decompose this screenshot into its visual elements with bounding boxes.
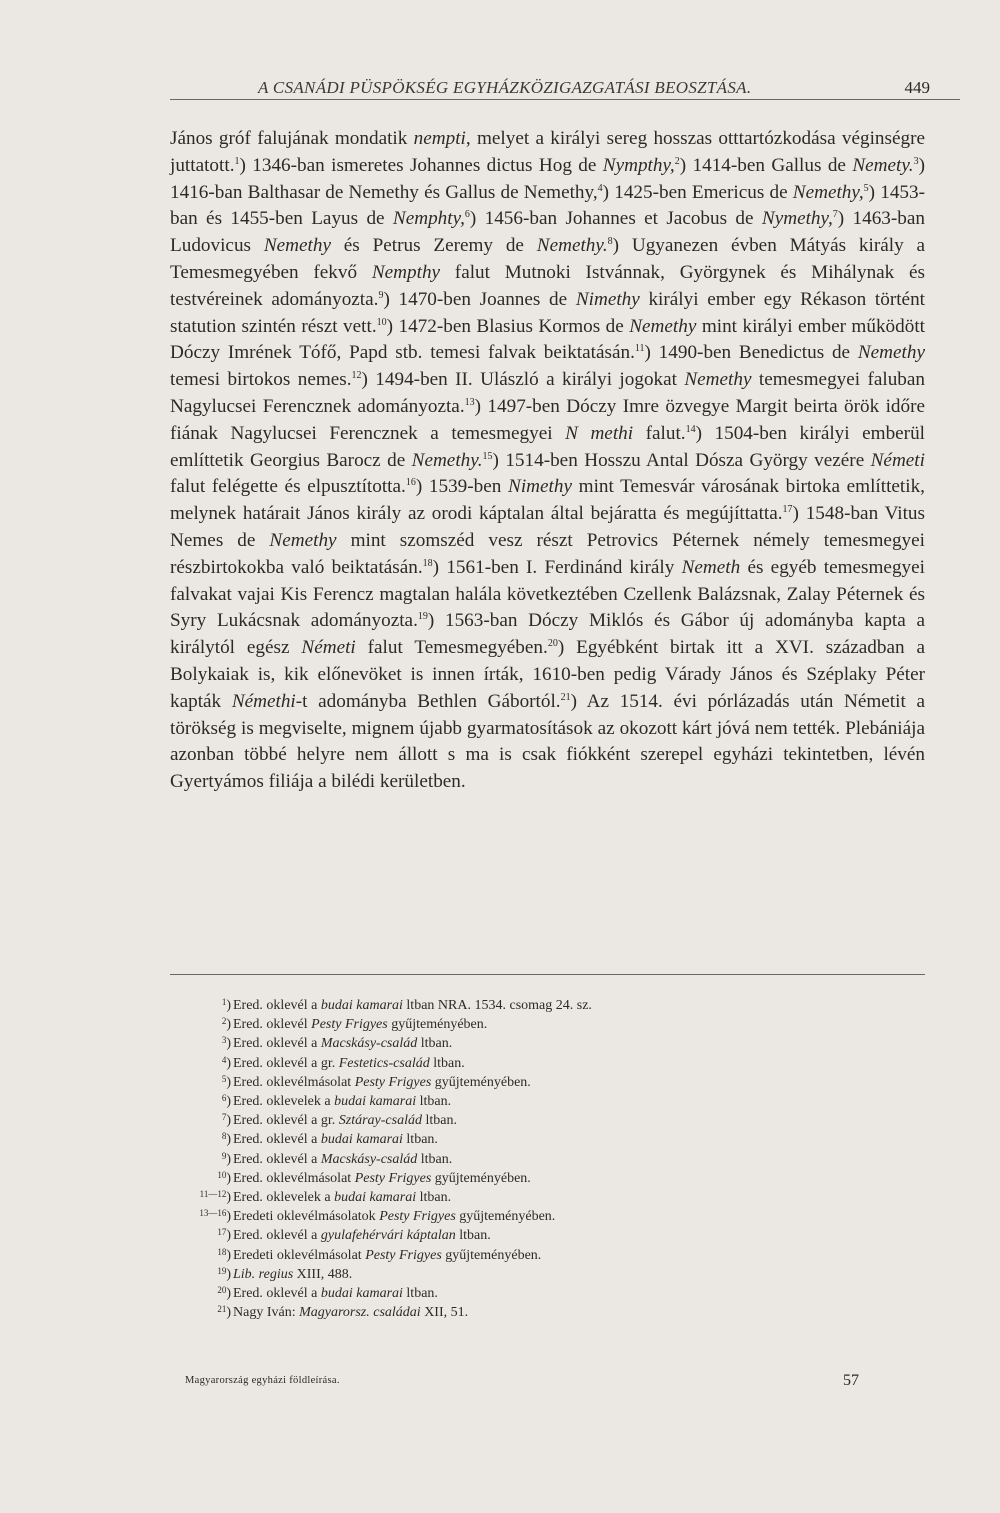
text-run: ) 1490-ben Benedictus de [644, 342, 858, 364]
text-run: ) Az 1514. évi pórlázadás után Németit a törökség is megviselte, mignem újabb gyarmatosítások az okozott kárt jóvá nem tették. Plebániája azonban többé helyre nem állott s ma is csak fiókként szerepel egyházi tekintetben, lévén Gyertyámos filiája a bilédi kerületben. [170, 690, 925, 793]
page-number: 449 [904, 78, 930, 97]
footnote [170, 1226, 750, 1245]
footnote-text-run: Eredeti oklevélmásolatok [233, 1209, 380, 1225]
text-run: ) 1470-ben Joannes de [383, 288, 576, 310]
signature-number: 57 [843, 1372, 859, 1389]
footnote-text-run: Ered. oklevél a gr. [233, 1113, 339, 1129]
place-name: Németi [301, 637, 356, 659]
footnote-italic: Festetics-család [338, 1055, 430, 1071]
footnote-text-run: Ered. oklevél a [233, 1132, 321, 1148]
footnote-text [231, 1111, 457, 1130]
place-name: Nemethy. [411, 449, 483, 471]
text-run: és Petrus Zeremy de [330, 235, 537, 257]
place-name: nempti [413, 128, 466, 149]
footnote [170, 1265, 750, 1284]
footnote-italic: Macskásy-család [320, 1151, 418, 1167]
footnote-number: 17 [217, 1227, 227, 1238]
text-run: ) 1416-ban Balthasar de Nemethy és Gallus de Nemethy, [170, 154, 925, 203]
place-name: Nemety. [852, 154, 914, 176]
footnote-ref: 10 [376, 316, 387, 328]
footnote-number: 18 [217, 1246, 227, 1257]
footnote-italic: Sztáray-család [338, 1113, 422, 1129]
footnote-mark: $^{17}$) [217, 1227, 231, 1244]
footnote-mark: $^3$) [221, 1035, 231, 1052]
footnote-text-run: Eredeti oklevélmásolat [233, 1247, 366, 1263]
footnote-number: 19 [217, 1265, 227, 1276]
body-paragraph [170, 126, 925, 796]
text-run: ) 1504-ben királyi emberül említtetik Georgius Barocz de [170, 422, 925, 471]
footnote-text-run: gyűjteményében. [441, 1247, 542, 1263]
footnote-italic: Pesty Frigyes [365, 1247, 442, 1263]
text-run: ) 1539-ben [415, 476, 509, 498]
footnote-text-run: ltban. [402, 1132, 438, 1148]
footnote-text-run: XIII, 488. [293, 1266, 353, 1282]
footnote-text [231, 1034, 452, 1053]
text-run: ) 1453-ban és 1455-ben Layus de [170, 181, 925, 230]
text-run: ) 1497-ben Dóczy Imre özvegye Margit beirta örök időre fiának Nagylucsei Ferencznek a temesmegyei [170, 395, 926, 444]
footnote-italic: budai kamarai [334, 1190, 417, 1206]
footnote-italic: Lib. regius [233, 1266, 294, 1282]
place-name: Nemethy, [792, 181, 864, 203]
footnote-ref: 19 [417, 611, 428, 623]
footnote-mark: $^1$) [221, 997, 231, 1013]
text-run: -t adományba Bethlen Gábortól. [295, 690, 561, 712]
footnote-italic: Pesty Frigyes [354, 1170, 432, 1186]
text-run: ) 1563-ban Dóczy Miklós és Gábor új adományba kapta a királytól egész [170, 610, 926, 659]
footnote [170, 1246, 750, 1265]
text-run: falut Temesmegyében. [355, 637, 548, 659]
footnote-number: 9 [221, 1150, 227, 1161]
footnote [170, 1150, 750, 1169]
footnote-mark: $^9$) [221, 1150, 231, 1167]
text-run: temesmegyei faluban Nagylucsei Ferencznek adományozta. [170, 369, 926, 417]
footnote-text [231, 1092, 451, 1111]
footnote-text-run: Nagy Iván: [233, 1305, 300, 1321]
footnote-italic: Pesty Frigyes [379, 1209, 456, 1225]
text-run: , melyet a királyi sereg hosszas otttartózkodása véginségre juttatott. [170, 128, 926, 176]
footnote-text [231, 1265, 352, 1284]
footnote-text [231, 1207, 555, 1226]
footnote-number: 5 [221, 1073, 227, 1084]
footnote-italic: budai kamarai [320, 998, 403, 1013]
footnotes [170, 996, 750, 1322]
footnote-mark: $^{13—16}$) [199, 1208, 231, 1225]
running-header [170, 68, 960, 102]
footnote-number: 21 [217, 1304, 227, 1315]
place-name: Nemethy [263, 235, 331, 257]
footnote-text [231, 1226, 491, 1245]
footnote [170, 1111, 750, 1130]
footnote-text [231, 1015, 487, 1034]
footnote-text [231, 1130, 438, 1149]
footnote-text [231, 1169, 531, 1188]
footnote-ref: 15 [482, 450, 493, 462]
text-run: mint királyi ember működött Dóczy Imrének Tófő, Papd stb. temesi falvak beiktatásán. [170, 315, 925, 364]
footnote [170, 1054, 750, 1073]
footnote-italic: Pesty Frigyes [354, 1074, 432, 1090]
footnote-text-run: gyűjteményében. [431, 1074, 531, 1090]
footnote-text-run: ltban. [429, 1055, 465, 1071]
footnote-text-run: gyűjteményében. [431, 1170, 531, 1186]
footnote-text-run: Ered. oklevél a [233, 1036, 321, 1052]
footnote-number: 3 [221, 1035, 227, 1046]
text-run: ) 1548-ban Vitus Nemes de [170, 503, 925, 551]
footnote-text-run: Ered. oklevélmásolat [233, 1170, 355, 1186]
footnote-ref: 7 [832, 209, 838, 221]
footnote-mark: $^{21}$) [217, 1304, 231, 1321]
place-name: Nimethy [508, 476, 572, 498]
text-run: és egyéb temesmegyei falvakat vajai Kis Ferencz magtalan halála következtében Czellenk Balázsnak, Zalay Péternek és Syry Lukácsnak adományozta. [170, 556, 925, 632]
footnote-ref: 17 [782, 504, 793, 516]
footnote-ref: 4 [597, 182, 603, 194]
place-name: Nemethy [629, 315, 697, 337]
footnote-text [231, 1150, 452, 1169]
footnote-number: 7 [221, 1112, 227, 1123]
footnote-number: 2 [221, 1016, 227, 1027]
footnote-text-run: ltban. [417, 1151, 453, 1167]
text-run: mint Temesvár városának birtoka említtetik, melynek határait János király az orodi káptalan által bejáratta és megújíttatta. [170, 476, 925, 525]
footnote-italic: budai kamarai [320, 1132, 403, 1148]
place-name: Némethi [231, 690, 296, 712]
footnote-ref: 5 [863, 182, 869, 194]
footnote-text-run: ltban. [416, 1094, 452, 1110]
footnote-mark: $^{11—12}$) [199, 1189, 231, 1206]
place-name: Nemethy. [536, 235, 608, 257]
footnote-text [231, 1303, 468, 1322]
place-name: Nympthy, [602, 154, 675, 176]
text-run: királyi ember egy Rékason történt statution szintén részt vett. [170, 288, 925, 337]
footnote [170, 1303, 750, 1322]
text-run: falut felégette és elpusztította. [170, 476, 406, 498]
header-rule [170, 99, 960, 100]
footnote [170, 996, 750, 1015]
footnote-ref: 13 [464, 396, 475, 408]
footnote-text-run: ltban. [421, 1113, 457, 1129]
footnote-text-run: Ered. oklevél a [233, 1151, 321, 1167]
footnote-text-run: ltban. [417, 1036, 453, 1052]
footnote-mark: $^7$) [221, 1112, 231, 1129]
footnote-italic: Magyarorsz. családai [299, 1305, 421, 1321]
footnote-text-run: ltban. [402, 1286, 438, 1302]
text-run: ) 1414-ben Gallus de [679, 154, 853, 176]
footnote-text-run: XII, 51. [420, 1305, 469, 1321]
text-run: ) 1425-ben Emericus de [602, 181, 793, 203]
text-run: temesi birtokos nemes. [170, 369, 352, 391]
footnote-number: 1 [221, 997, 227, 1007]
place-name: N methi [565, 422, 634, 444]
footnote [170, 1207, 750, 1226]
footnote-text [231, 1284, 438, 1303]
footnote-text [231, 1246, 541, 1265]
footnote-number: 6 [221, 1093, 227, 1104]
footnote-number: 20 [217, 1285, 227, 1296]
footnote [170, 1015, 750, 1034]
text-run: ) 1456-ban Johannes et Jacobus de [469, 208, 762, 230]
text-run: ) 1346-ban ismeretes Johannes dictus Hog de [239, 154, 603, 176]
footnote-ref: 20 [547, 638, 558, 650]
body-text [170, 126, 925, 796]
footnote-mark: $^{20}$) [217, 1285, 231, 1302]
footnote-ref: 14 [685, 423, 696, 435]
footnote [170, 1284, 750, 1303]
text-run: ) 1514-ben Hosszu Antal Dósza György vezére [492, 449, 871, 471]
footnote-number: 13—16 [199, 1208, 227, 1219]
footnote [170, 1169, 750, 1188]
footnote-mark: $^{19}$) [217, 1265, 231, 1282]
text-run: ) 1561-ben I. Ferdinánd király [432, 556, 682, 578]
text-run: János gróf falujának mondatik [170, 128, 414, 149]
footnote-number: 4 [221, 1054, 227, 1065]
footnote-text-run: ltban. [416, 1190, 452, 1206]
place-name: Nempthy [371, 261, 441, 283]
footnote-ref: 1 [234, 155, 240, 167]
place-name: Nemethy [857, 342, 925, 364]
footnote-ref: 16 [405, 477, 416, 489]
text-run: ) 1472-ben Blasius Kormos de [386, 315, 630, 337]
footnote-number: 8 [221, 1131, 227, 1142]
footnote-text [231, 1073, 531, 1092]
header-title: A CSANÁDI PÜSPÖKSÉG EGYHÁZKÖZIGAZGATÁSI BEOSZTÁSA. [258, 78, 752, 97]
place-name: Nemeth [681, 556, 741, 578]
footnote-ref: 3 [913, 155, 919, 167]
text-run: falut. [633, 422, 686, 444]
footnote-ref: 11 [634, 343, 645, 355]
footnote-text-run: Ered. oklevélmásolat [233, 1074, 355, 1090]
footnote-text [231, 996, 592, 1015]
footnote-italic: Pesty Frigyes [311, 1017, 388, 1033]
text-run: ) Egyébként birtak itt a XVI. században a Bolykaiak is, kik előnevöket is innen írták, 1610-ben pedig Várady János és Széplaky Péter kapták [170, 637, 925, 712]
footnote-italic: budai kamarai [334, 1094, 417, 1110]
text-run: ) 1463-ban Ludovicus [170, 208, 925, 257]
footnote-text-run: Ered. oklevelek a [233, 1190, 335, 1206]
footnote-mark: $^8$) [221, 1131, 231, 1148]
place-name: Nymethy, [761, 208, 833, 230]
signature-label: Magyarország egyházi földleírása. [185, 1375, 340, 1386]
footnote-mark: $^4$) [221, 1054, 231, 1071]
footnote-ref: 6 [464, 209, 470, 221]
footnote-number: 10 [217, 1169, 227, 1180]
place-name: Németi [870, 449, 925, 471]
footnote-ref: 12 [351, 370, 362, 382]
footnote [170, 1034, 750, 1053]
footnote-text-run: Ered. oklevél a [233, 1228, 321, 1244]
footnote [170, 1130, 750, 1149]
footnote [170, 1092, 750, 1111]
footnote-mark: $^6$) [221, 1093, 231, 1110]
footnote-italic: gyulafehérvári káptalan [320, 1228, 456, 1244]
footnote-mark: $^{18}$) [217, 1246, 231, 1263]
footnote-ref: 9 [378, 289, 384, 301]
place-name: Nimethy [575, 288, 640, 310]
footnote-text-run: Ered. oklevél a gr. [233, 1055, 339, 1071]
footnote-rule [170, 974, 925, 975]
footnote-text-run: Ered. oklevelek a [233, 1094, 335, 1110]
text-run: ) Ugyanezen évben Mátyás király a Temesmegyében fekvő [170, 235, 925, 283]
place-name: Nemethy [684, 369, 752, 391]
text-run: ) 1494-ben II. Ulászló a királyi jogokat [361, 369, 685, 391]
footnote-italic: budai kamarai [320, 1286, 403, 1302]
footnote-mark: $^{10}$) [217, 1169, 231, 1186]
footnote-ref: 18 [422, 557, 433, 569]
footnote-ref: 8 [607, 236, 613, 248]
footnote [170, 1188, 750, 1207]
text-run: mint szomszéd vesz részt Petrovics Péternek némely temesmegyei részbirtokokba való beiktatásán. [170, 529, 925, 578]
footnote-mark: $^5$) [221, 1073, 231, 1090]
footnote-ref: 21 [560, 691, 571, 703]
footnote-text-run: gyűjteményében. [387, 1017, 488, 1033]
footnote-text-run: Ered. oklevél [233, 1017, 312, 1033]
footnote-text-run: ltban NRA. 1534. csomag 24. sz. [402, 998, 592, 1013]
footnote-text [231, 1188, 451, 1207]
place-name: Nemphty, [392, 208, 465, 230]
footnote-text-run: Ered. oklevél a [233, 998, 321, 1013]
text-run: falut Mutnoki Istvánnak, Györgynek és Mihálynak és testvéreinek adományozta. [170, 261, 926, 310]
footnote-text-run: Ered. oklevél a [233, 1286, 321, 1302]
footnote-mark: $^2$) [221, 1016, 231, 1033]
footnote-text-run: ltban. [455, 1228, 491, 1244]
footnote-text [231, 1054, 465, 1073]
footnote-number: 11—12 [199, 1189, 227, 1200]
footnote-text-run: gyűjteményében. [455, 1209, 556, 1225]
footnote-italic: Macskásy-család [320, 1036, 418, 1052]
footnote-ref: 2 [674, 155, 680, 167]
place-name: Nemethy [269, 529, 337, 551]
footnote [170, 1073, 750, 1092]
